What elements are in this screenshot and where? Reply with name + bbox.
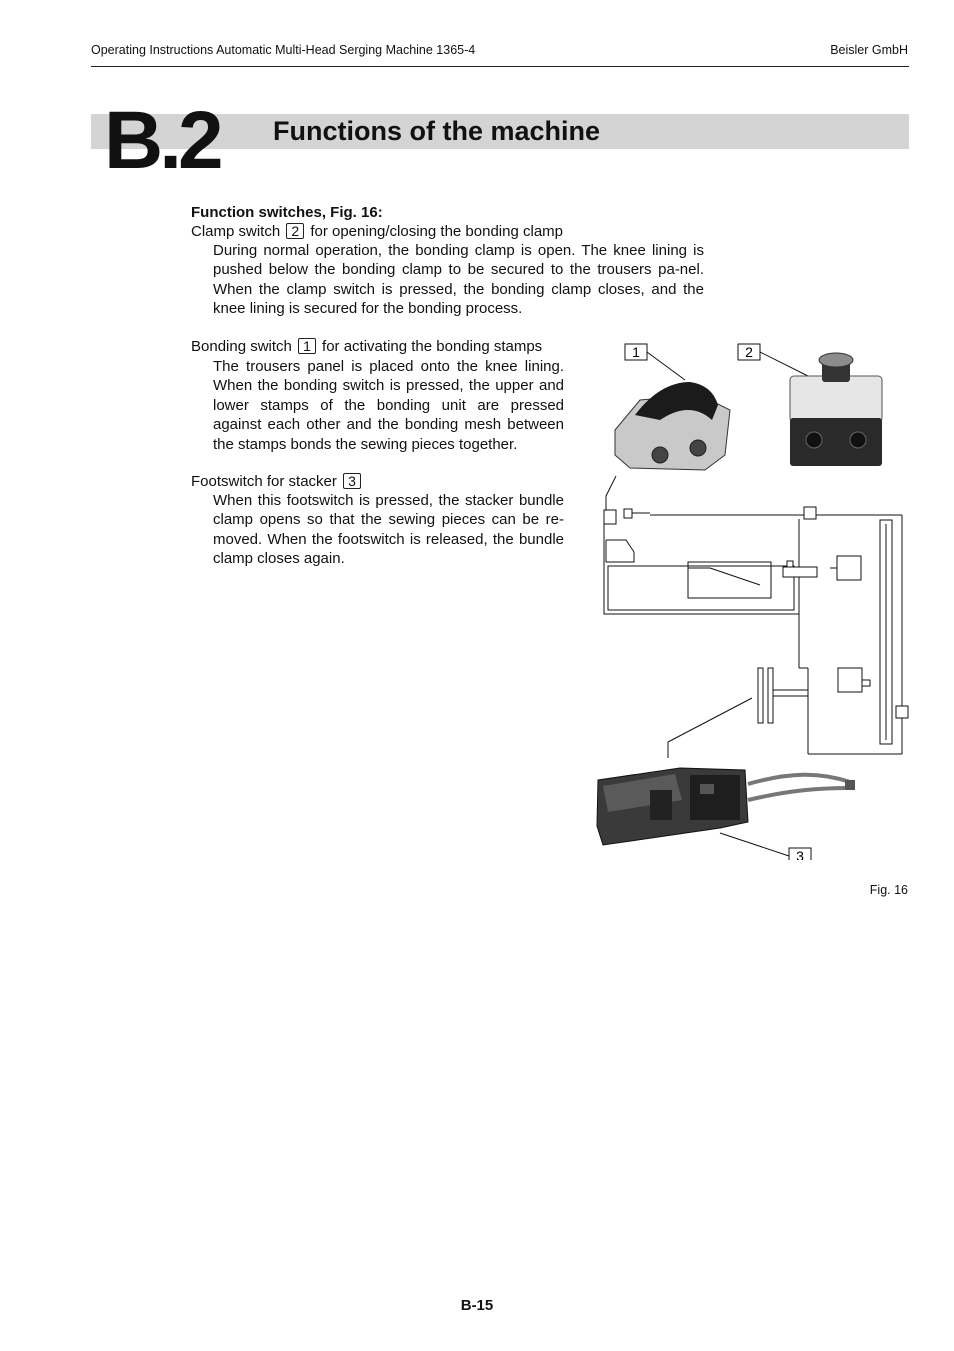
- callout-3: [789, 848, 811, 860]
- callout-2: [738, 344, 760, 360]
- function-switches-heading: Function switches, Fig. 16:: [191, 204, 383, 221]
- figure-caption: Fig. 16: [869, 883, 908, 897]
- reference-box: 3: [343, 473, 361, 489]
- figure-16-illustration: [592, 330, 912, 860]
- item-label: Bonding switch: [191, 338, 292, 355]
- header-rule: [91, 66, 909, 67]
- footswitch-photo: [597, 768, 855, 845]
- header-document-title: Operating Instructions Automatic Multi-Head Serging Machine 1365-4: [91, 43, 476, 57]
- clamp-switch-line: [191, 222, 563, 241]
- footswitch-line: [191, 472, 363, 491]
- callout-1: [625, 344, 647, 360]
- bonding-switch-description: The trousers panel is placed onto the knee lining. When the bonding switch is pressed, the upper and lower stamps of the bonding unit are pressed against each other and the bonding mesh between the stamps bonds the sewing pieces together.: [213, 358, 564, 453]
- header-company: Beisler GmbH: [830, 43, 908, 57]
- section-title: Functions of the machine: [273, 116, 601, 146]
- svg-text:1: 1: [632, 344, 640, 360]
- bonding-switch-line: [191, 337, 542, 356]
- item-purpose: for activating the bonding stamps: [322, 338, 543, 355]
- clamp-switch-description: During normal operation, the bonding clamp is open. The knee lining is pushed below the bonding clamp to be secured to the trousers pa-nel. When the clamp switch is pressed, the bonding clamp closes, and the knee lining is secured for the bonding process.: [213, 242, 704, 318]
- item-purpose: for opening/closing the bonding clamp: [310, 223, 563, 240]
- bonding-switch-photo: [615, 382, 730, 470]
- reference-box: 1: [298, 338, 316, 354]
- machine-schematic: [604, 507, 908, 754]
- reference-box: 2: [286, 223, 304, 239]
- page-number: B-15: [460, 1297, 494, 1314]
- item-label: Footswitch for stacker: [191, 473, 337, 490]
- item-label: Clamp switch: [191, 223, 281, 240]
- svg-text:3: 3: [796, 848, 804, 860]
- footswitch-description: When this footswitch is pressed, the stacker bundle clamp opens so that the sewing pieces can be re-moved. When the footswitch is released, the bundle clamp closes again.: [213, 492, 564, 568]
- clamp-switch-photo: [790, 353, 882, 466]
- section-number: B.2: [104, 95, 220, 186]
- svg-text:2: 2: [745, 344, 753, 360]
